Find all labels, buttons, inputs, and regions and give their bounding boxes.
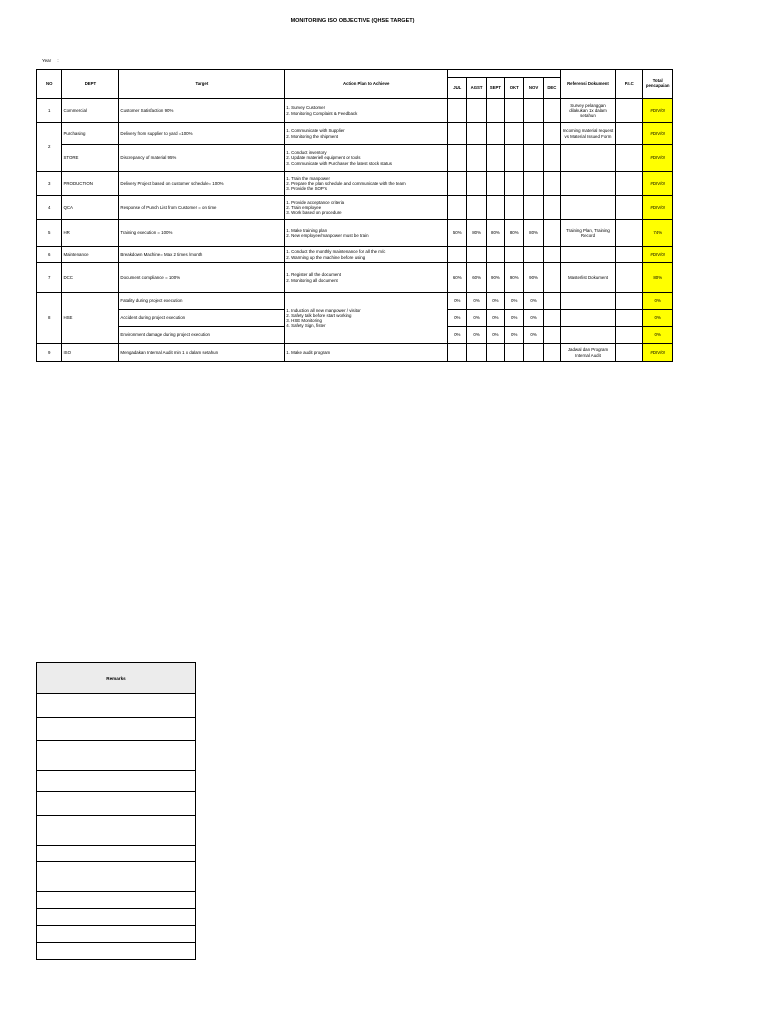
cell-dept: Maintenance	[62, 247, 119, 263]
cell-month	[543, 344, 560, 362]
table-row	[37, 99, 673, 123]
cell-total: #DIV/0!	[643, 99, 673, 123]
cell-month	[524, 172, 543, 196]
col-header-month: DEC	[543, 78, 560, 99]
cell-month: 80%	[486, 220, 504, 247]
cell-no: 2	[37, 123, 62, 172]
table-row	[37, 247, 673, 263]
cell-month: 60%	[467, 263, 486, 293]
remarks-row[interactable]	[37, 909, 196, 926]
cell-target: Response of Punch List from Customer = on time	[119, 196, 285, 220]
col-header-action: Action Plan to Achieve	[285, 70, 448, 99]
cell-month: 0%	[448, 327, 467, 344]
cell-target: Environment damage during project execution	[119, 327, 285, 344]
cell-month: 0%	[467, 327, 486, 344]
col-header-month: SEPT	[486, 78, 504, 99]
cell-target: Breakdown Machine= Max 2 times /month	[119, 247, 285, 263]
cell-total: 0%	[643, 310, 673, 327]
cell-target: Mengadakan Internal Audit min 1 x dalam setahun	[119, 344, 285, 362]
cell-pic	[615, 220, 642, 247]
cell-month	[467, 145, 486, 172]
cell-action: 1. Make audit program	[285, 344, 448, 362]
cell-month	[467, 123, 486, 145]
table-row	[37, 145, 673, 172]
col-header-ref: Referensi Dokument	[561, 70, 616, 99]
cell-pic	[615, 247, 642, 263]
cell-dept: ISO	[62, 344, 119, 362]
cell-action: 1. Conduct the monthly maintenance for all the m/c 2. Warming up the machine before using	[285, 247, 448, 263]
cell-month	[448, 123, 467, 145]
cell-dept: QCA	[62, 196, 119, 220]
cell-month	[524, 145, 543, 172]
cell-pic	[615, 172, 642, 196]
cell-action: 1. Conduct inventory 2. Update materiell equipment or tools 3. Communicate with Purchaser the latest stock status	[285, 145, 448, 172]
col-header-month: NOV	[524, 78, 543, 99]
cell-total: #DIV/0!	[643, 172, 673, 196]
cell-month	[524, 247, 543, 263]
cell-total: 74%	[643, 220, 673, 247]
cell-month	[448, 172, 467, 196]
cell-month	[448, 344, 467, 362]
cell-no: 4	[37, 196, 62, 220]
cell-month: 80%	[467, 220, 486, 247]
cell-ref: Incoming material request vs Material Issued Form	[561, 123, 616, 145]
table-row	[37, 263, 673, 293]
col-header-total: Total pencapaian	[643, 70, 673, 99]
cell-dept: STORE	[62, 145, 119, 172]
cell-pic	[615, 263, 642, 293]
cell-no: 3	[37, 172, 62, 196]
cell-month: 0%	[505, 310, 524, 327]
cell-month	[448, 247, 467, 263]
cell-dept: Purchasing	[62, 123, 119, 145]
cell-month: 90%	[505, 263, 524, 293]
cell-pic	[615, 344, 642, 362]
remarks-table	[36, 662, 196, 960]
remarks-row[interactable]	[37, 771, 196, 792]
cell-total: #DIV/0!	[643, 247, 673, 263]
table-row	[37, 293, 673, 310]
cell-dept: HR	[62, 220, 119, 247]
cell-target: Discrepancy of material 95%	[119, 145, 285, 172]
cell-month: 80%	[524, 220, 543, 247]
cell-month	[486, 196, 504, 220]
cell-ref: Jadwal dan Program Internal Audit	[561, 344, 616, 362]
remarks-row[interactable]	[37, 816, 196, 846]
cell-target: Fatality during project execution	[119, 293, 285, 310]
cell-pic	[615, 99, 642, 123]
col-header-month: JUL	[448, 78, 467, 99]
cell-month	[543, 247, 560, 263]
cell-month	[486, 99, 504, 123]
remarks-row[interactable]	[37, 846, 196, 862]
cell-month	[524, 196, 543, 220]
cell-pic	[615, 310, 642, 327]
cell-month	[467, 247, 486, 263]
table-row	[37, 172, 673, 196]
cell-month: 0%	[448, 310, 467, 327]
cell-no: 6	[37, 247, 62, 263]
cell-action: 1. Induction all new manpower / visitor 2. Safety talk before start working 3. HSE Monitoring 4. Safety Sign, fister	[285, 293, 448, 344]
cell-month	[467, 344, 486, 362]
col-header-months-group	[448, 70, 561, 78]
cell-target: Training execution = 100%	[119, 220, 285, 247]
cell-no: 9	[37, 344, 62, 362]
cell-action: 1. Communicate with Supplier 2. Monitoring the shipment	[285, 123, 448, 145]
cell-month: 0%	[486, 327, 504, 344]
cell-month: 0%	[448, 293, 467, 310]
cell-month: 0%	[505, 293, 524, 310]
cell-dept: DCC	[62, 263, 119, 293]
cell-ref: Training Plan, Training Record	[561, 220, 616, 247]
cell-month	[543, 220, 560, 247]
cell-month	[543, 123, 560, 145]
year-label: Year :	[42, 58, 59, 63]
cell-month	[505, 196, 524, 220]
cell-ref	[561, 247, 616, 263]
col-header-month: AGST	[467, 78, 486, 99]
cell-ref	[561, 327, 616, 344]
cell-month	[505, 123, 524, 145]
cell-target: Document compliance = 100%	[119, 263, 285, 293]
cell-month	[543, 196, 560, 220]
cell-total: #DIV/0!	[643, 123, 673, 145]
cell-month	[524, 99, 543, 123]
cell-no: 7	[37, 263, 62, 293]
cell-month	[486, 172, 504, 196]
table-row	[37, 196, 673, 220]
cell-total: 80%	[643, 263, 673, 293]
remarks-row[interactable]	[37, 718, 196, 741]
cell-pic	[615, 293, 642, 310]
cell-month	[505, 247, 524, 263]
cell-month	[448, 99, 467, 123]
cell-dept: HSE	[62, 293, 119, 344]
remarks-row[interactable]	[37, 892, 196, 909]
cell-month	[448, 196, 467, 220]
cell-month: 0%	[467, 310, 486, 327]
cell-month	[543, 263, 560, 293]
cell-month	[486, 344, 504, 362]
cell-month	[543, 145, 560, 172]
cell-ref: Masterlist Dokument	[561, 263, 616, 293]
cell-month: 80%	[505, 220, 524, 247]
cell-month	[543, 99, 560, 123]
col-header-dept: DEPT	[62, 70, 119, 99]
remarks-row[interactable]	[37, 943, 196, 960]
cell-month: 90%	[486, 263, 504, 293]
col-header-pic: P.I.C	[615, 70, 642, 99]
cell-pic	[615, 123, 642, 145]
cell-month	[505, 99, 524, 123]
table-row	[37, 123, 673, 145]
cell-month	[543, 172, 560, 196]
cell-month	[486, 247, 504, 263]
cell-month	[467, 172, 486, 196]
remarks-row[interactable]	[37, 926, 196, 943]
cell-no: 5	[37, 220, 62, 247]
cell-target: Delivery Project based on customer schedule= 100%	[119, 172, 285, 196]
cell-action: 1. Register all the document 2. Monitoring all document	[285, 263, 448, 293]
cell-month	[543, 310, 560, 327]
cell-pic	[615, 196, 642, 220]
cell-action: 1. Survey Customer 2. Monitoring Complaint & Feedback	[285, 99, 448, 123]
remarks-row[interactable]	[37, 862, 196, 892]
cell-month: 0%	[524, 327, 543, 344]
objective-table	[36, 69, 673, 362]
remarks-row[interactable]	[37, 694, 196, 718]
cell-total: #DIV/0!	[643, 196, 673, 220]
cell-ref	[561, 196, 616, 220]
cell-action: 1. Make training plan 2. New employee/manpower must be train	[285, 220, 448, 247]
cell-month	[448, 145, 467, 172]
cell-total: #DIV/0!	[643, 145, 673, 172]
col-header-target: Target	[119, 70, 285, 99]
cell-no: 8	[37, 293, 62, 344]
cell-month	[486, 123, 504, 145]
cell-dept: Commercial	[62, 99, 119, 123]
cell-target: Delivery from supplier to yard =100%	[119, 123, 285, 145]
cell-ref: Survey pelanggan dilakukan 1x dalam setahun	[561, 99, 616, 123]
cell-no: 1	[37, 99, 62, 123]
cell-total: 0%	[643, 293, 673, 310]
cell-action: 1. Provide acceptance criteria 2. Train employee 3. Work based on procedure	[285, 196, 448, 220]
col-header-no: NO	[37, 70, 62, 99]
cell-month: 90%	[524, 263, 543, 293]
cell-target: Accident during project execution	[119, 310, 285, 327]
cell-pic	[615, 327, 642, 344]
cell-month	[486, 145, 504, 172]
cell-total: #DIV/0!	[643, 344, 673, 362]
col-header-month: OKT	[505, 78, 524, 99]
table-row	[37, 220, 673, 247]
cell-total: 0%	[643, 327, 673, 344]
cell-month	[505, 145, 524, 172]
cell-month	[543, 327, 560, 344]
cell-month: 50%	[448, 220, 467, 247]
cell-ref	[561, 293, 616, 310]
cell-month: 60%	[448, 263, 467, 293]
cell-ref	[561, 310, 616, 327]
cell-dept: PRODUCTION	[62, 172, 119, 196]
cell-ref	[561, 145, 616, 172]
cell-pic	[615, 145, 642, 172]
page-title: MONITORING ISO OBJECTIVE (QHSE TARGET)	[290, 18, 415, 24]
remarks-header: Remarks	[37, 663, 196, 694]
cell-month: 0%	[524, 293, 543, 310]
cell-target: Customer Satisfaction 90%	[119, 99, 285, 123]
cell-month: 0%	[486, 310, 504, 327]
cell-month	[524, 123, 543, 145]
cell-month	[524, 344, 543, 362]
cell-month: 0%	[486, 293, 504, 310]
remarks-row[interactable]	[37, 792, 196, 816]
cell-month	[505, 344, 524, 362]
cell-month: 0%	[524, 310, 543, 327]
cell-month	[505, 172, 524, 196]
cell-ref	[561, 172, 616, 196]
cell-month	[467, 196, 486, 220]
cell-action: 1. Train the manpower 2. Prepare the plan schedule and communicate with the team 3. Provide the SOP's	[285, 172, 448, 196]
table-row	[37, 344, 673, 362]
cell-month: 0%	[467, 293, 486, 310]
remarks-row[interactable]	[37, 741, 196, 771]
cell-month	[543, 293, 560, 310]
cell-month: 0%	[505, 327, 524, 344]
cell-month	[467, 99, 486, 123]
